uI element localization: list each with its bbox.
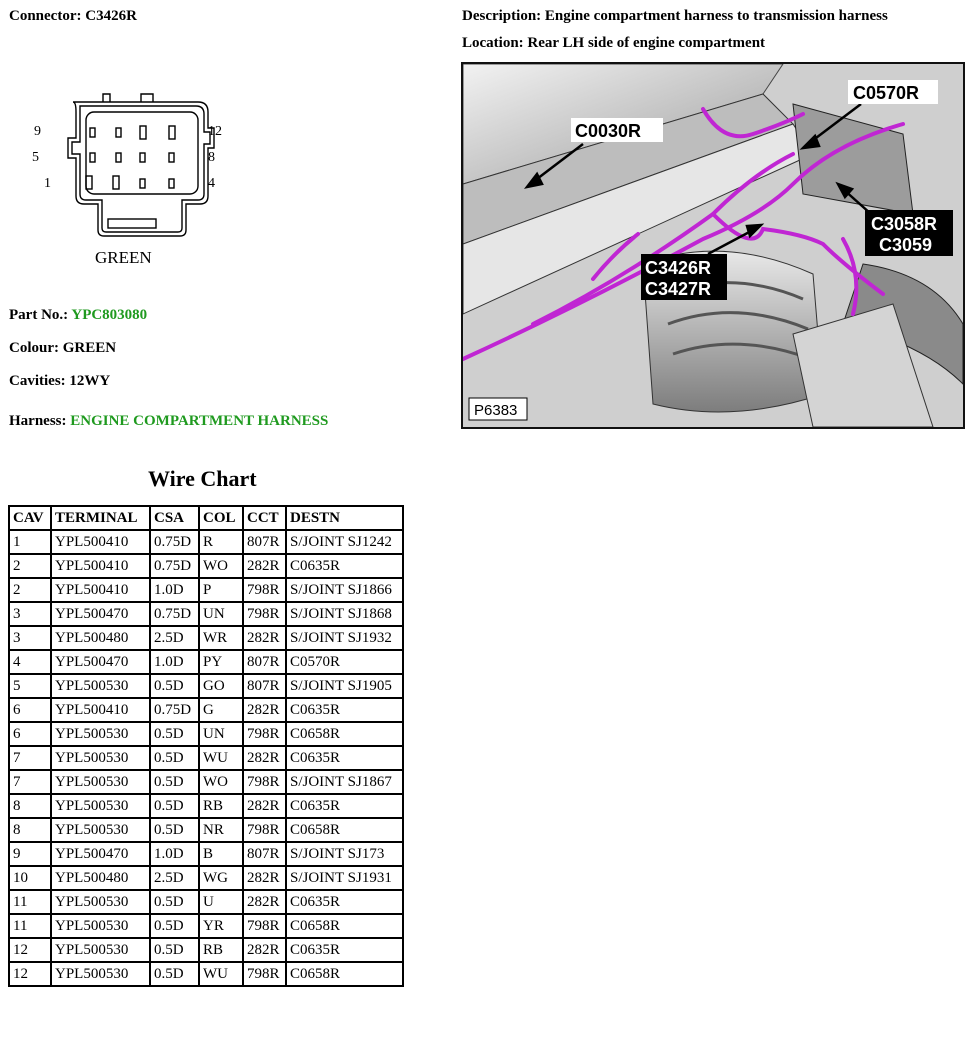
cell-cct: 798R <box>244 603 285 625</box>
part-number-line <box>9 307 147 324</box>
cell-col: RB <box>200 795 242 817</box>
connector-colour-caption: GREEN <box>95 248 152 267</box>
wire-chart-title: Wire Chart <box>148 466 257 491</box>
cell-terminal: YPL500470 <box>52 843 149 865</box>
table-row <box>10 891 402 913</box>
cell-col: WO <box>200 771 242 793</box>
table-row <box>10 627 402 649</box>
cell-terminal: YPL500530 <box>52 939 149 961</box>
cell-cav: 8 <box>10 819 50 841</box>
cell-cct: 807R <box>244 531 285 553</box>
cell-cav: 3 <box>10 627 50 649</box>
cell-col: G <box>200 699 242 721</box>
cell-col: PY <box>200 651 242 673</box>
engine-compartment-photo <box>461 62 965 429</box>
cell-cct: 798R <box>244 963 285 985</box>
cell-terminal: YPL500530 <box>52 915 149 937</box>
cell-col: WR <box>200 627 242 649</box>
cell-destn: C0635R <box>287 891 402 913</box>
harness-label: Harness: <box>9 413 67 429</box>
cell-destn: C0635R <box>287 747 402 769</box>
cell-col: WG <box>200 867 242 889</box>
cell-terminal: YPL500410 <box>52 555 149 577</box>
cell-csa: 0.75D <box>151 555 198 577</box>
cell-cct: 798R <box>244 771 285 793</box>
callout-c3059: C3059 <box>879 235 933 255</box>
table-row <box>10 963 402 985</box>
pin-label-8: 8 <box>208 150 215 165</box>
cell-csa: 0.5D <box>151 747 198 769</box>
cell-destn: S/JOINT SJ1866 <box>287 579 402 601</box>
cell-csa: 0.5D <box>151 819 198 841</box>
header-col: COL <box>200 507 242 529</box>
cell-col: WO <box>200 555 242 577</box>
cell-terminal: YPL500470 <box>52 651 149 673</box>
cell-cct: 282R <box>244 627 285 649</box>
cell-col: R <box>200 531 242 553</box>
cell-col: U <box>200 891 242 913</box>
table-row <box>10 939 402 961</box>
callout-c3426r: C3426R <box>645 258 712 278</box>
pin-label-12: 12 <box>208 124 222 139</box>
cell-col: NR <box>200 819 242 841</box>
harness-line <box>9 413 328 430</box>
cell-col: UN <box>200 723 242 745</box>
location-line <box>462 35 765 52</box>
connector-label: Connector: <box>9 8 82 24</box>
cell-destn: C0658R <box>287 915 402 937</box>
header-cav: CAV <box>10 507 50 529</box>
cell-terminal: YPL500410 <box>52 699 149 721</box>
location-value: Rear LH side of engine compartment <box>527 35 766 51</box>
connector-face-diagram <box>28 88 238 273</box>
connector-value: C3426R <box>85 8 137 24</box>
cell-cav: 7 <box>10 747 50 769</box>
header-csa: CSA <box>151 507 198 529</box>
cell-destn: C0635R <box>287 939 402 961</box>
cell-csa: 0.75D <box>151 699 198 721</box>
cell-col: YR <box>200 915 242 937</box>
cell-csa: 2.5D <box>151 867 198 889</box>
table-row <box>10 723 402 745</box>
cell-terminal: YPL500530 <box>52 795 149 817</box>
cell-cct: 282R <box>244 939 285 961</box>
cell-cav: 12 <box>10 939 50 961</box>
cell-cct: 282R <box>244 747 285 769</box>
cell-cav: 9 <box>10 843 50 865</box>
cell-cct: 798R <box>244 915 285 937</box>
table-row <box>10 843 402 865</box>
cell-cct: 282R <box>244 867 285 889</box>
harness-link[interactable]: ENGINE COMPARTMENT HARNESS <box>70 413 329 429</box>
description-line <box>462 8 888 25</box>
cell-terminal: YPL500530 <box>52 675 149 697</box>
cell-cav: 12 <box>10 963 50 985</box>
figure-id: P6383 <box>474 402 518 419</box>
cell-cav: 8 <box>10 795 50 817</box>
table-row <box>10 603 402 625</box>
cell-cav: 4 <box>10 651 50 673</box>
cell-col: GO <box>200 675 242 697</box>
pin-label-4: 4 <box>208 176 215 191</box>
cell-col: UN <box>200 603 242 625</box>
table-row <box>10 555 402 577</box>
cell-csa: 0.5D <box>151 963 198 985</box>
cell-terminal: YPL500480 <box>52 627 149 649</box>
cell-csa: 0.5D <box>151 723 198 745</box>
callout-c0030r: C0030R <box>575 121 642 141</box>
description-value: Engine compartment harness to transmission harness <box>544 8 888 24</box>
cell-terminal: YPL500410 <box>52 579 149 601</box>
cell-col: RB <box>200 939 242 961</box>
cavities-line <box>9 373 110 390</box>
table-row <box>10 915 402 937</box>
table-row <box>10 579 402 601</box>
colour-value: GREEN <box>62 340 117 356</box>
table-row <box>10 819 402 841</box>
cell-cct: 282R <box>244 699 285 721</box>
cell-destn: S/JOINT SJ1932 <box>287 627 402 649</box>
header-destn: DESTN <box>287 507 402 529</box>
cell-destn: C0658R <box>287 819 402 841</box>
cell-destn: C0635R <box>287 699 402 721</box>
cell-destn: S/JOINT SJ1868 <box>287 603 402 625</box>
wire-chart-table <box>8 505 404 987</box>
cell-destn: S/JOINT SJ1242 <box>287 531 402 553</box>
cell-csa: 1.0D <box>151 579 198 601</box>
cell-cct: 282R <box>244 795 285 817</box>
colour-label: Colour: <box>9 340 59 356</box>
connector-line <box>9 8 137 25</box>
table-row <box>10 675 402 697</box>
cell-col: WU <box>200 747 242 769</box>
callout-c3058r: C3058R <box>871 214 938 234</box>
table-row <box>10 699 402 721</box>
table-row <box>10 867 402 889</box>
cell-cct: 282R <box>244 555 285 577</box>
cell-cct: 807R <box>244 843 285 865</box>
cell-cct: 798R <box>244 819 285 841</box>
cell-cav: 6 <box>10 699 50 721</box>
cell-csa: 0.5D <box>151 675 198 697</box>
part-number-link[interactable]: YPC803080 <box>71 307 148 323</box>
pin-label-5: 5 <box>32 150 39 165</box>
cell-csa: 0.75D <box>151 603 198 625</box>
callout-c0570r: C0570R <box>853 83 920 103</box>
table-row <box>10 771 402 793</box>
table-row <box>10 795 402 817</box>
cell-csa: 2.5D <box>151 627 198 649</box>
cell-csa: 0.75D <box>151 531 198 553</box>
cell-csa: 0.5D <box>151 939 198 961</box>
cell-terminal: YPL500530 <box>52 747 149 769</box>
cell-terminal: YPL500530 <box>52 963 149 985</box>
cell-destn: C0570R <box>287 651 402 673</box>
cell-csa: 0.5D <box>151 795 198 817</box>
cell-destn: C0658R <box>287 723 402 745</box>
cell-cav: 6 <box>10 723 50 745</box>
cell-cav: 2 <box>10 555 50 577</box>
cell-cct: 807R <box>244 651 285 673</box>
cell-csa: 1.0D <box>151 843 198 865</box>
cell-destn: S/JOINT SJ1867 <box>287 771 402 793</box>
cell-cct: 282R <box>244 891 285 913</box>
cell-terminal: YPL500530 <box>52 723 149 745</box>
cell-cav: 11 <box>10 891 50 913</box>
table-row <box>10 531 402 553</box>
description-label: Description: <box>462 8 542 24</box>
cell-destn: S/JOINT SJ1905 <box>287 675 402 697</box>
cell-cav: 5 <box>10 675 50 697</box>
cell-col: P <box>200 579 242 601</box>
cell-destn: C0635R <box>287 555 402 577</box>
cell-destn: S/JOINT SJ173 <box>287 843 402 865</box>
cell-cav: 2 <box>10 579 50 601</box>
cavities-value: 12WY <box>69 373 111 389</box>
cell-cct: 798R <box>244 579 285 601</box>
pin-label-9: 9 <box>34 124 41 139</box>
cell-terminal: YPL500530 <box>52 819 149 841</box>
cell-cct: 798R <box>244 723 285 745</box>
table-row <box>10 651 402 673</box>
cell-terminal: YPL500530 <box>52 771 149 793</box>
colour-line <box>9 340 116 357</box>
cell-col: WU <box>200 963 242 985</box>
cell-csa: 0.5D <box>151 891 198 913</box>
cell-csa: 1.0D <box>151 651 198 673</box>
table-header-row <box>10 507 402 529</box>
part-number-label: Part No.: <box>9 307 69 323</box>
cell-col: B <box>200 843 242 865</box>
cell-destn: C0658R <box>287 963 402 985</box>
wire-chart-body <box>10 531 402 985</box>
cell-csa: 0.5D <box>151 915 198 937</box>
cell-cav: 7 <box>10 771 50 793</box>
pin-label-1: 1 <box>44 176 51 191</box>
cell-csa: 0.5D <box>151 771 198 793</box>
cell-cav: 3 <box>10 603 50 625</box>
cell-destn: S/JOINT SJ1931 <box>287 867 402 889</box>
cell-destn: C0635R <box>287 795 402 817</box>
cell-terminal: YPL500410 <box>52 531 149 553</box>
cell-cav: 11 <box>10 915 50 937</box>
location-label: Location: <box>462 35 524 51</box>
cavities-label: Cavities: <box>9 373 66 389</box>
header-cct: CCT <box>244 507 285 529</box>
cell-cav: 1 <box>10 531 50 553</box>
header-terminal: TERMINAL <box>52 507 149 529</box>
callout-c3427r: C3427R <box>645 279 712 299</box>
cell-terminal: YPL500480 <box>52 867 149 889</box>
cell-cct: 807R <box>244 675 285 697</box>
table-row <box>10 747 402 769</box>
cell-terminal: YPL500530 <box>52 891 149 913</box>
cell-terminal: YPL500470 <box>52 603 149 625</box>
cell-cav: 10 <box>10 867 50 889</box>
